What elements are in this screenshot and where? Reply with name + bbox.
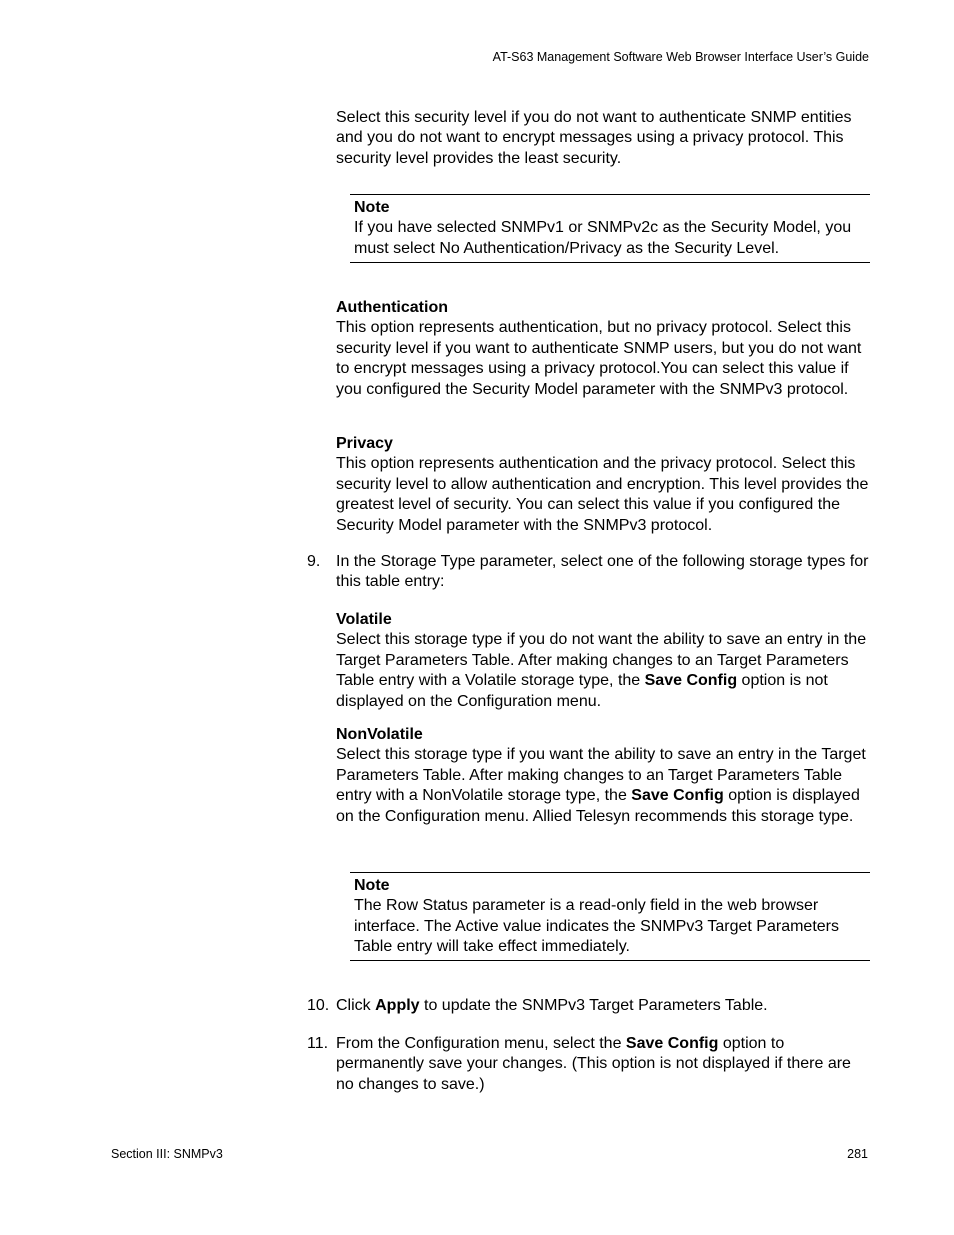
step-text: From the Configuration menu, select the (336, 1035, 626, 1052)
save-config-term: Save Config (625, 1035, 719, 1052)
volatile-heading: Volatile (336, 611, 392, 628)
note-text: If you have selected SNMPv1 or SNMPv2c as the Security Model, you must select No Authentication/Privacy as the Security Level. (354, 219, 852, 257)
note-box-2 (350, 872, 870, 961)
save-config-term: Save Config (631, 787, 724, 805)
note-box-1 (350, 194, 870, 263)
step-number: 9. (307, 553, 321, 570)
running-header: AT-S63 Management Software Web Browser Interface User’s Guide (492, 50, 869, 64)
volatile-section (336, 610, 870, 712)
step-9 (307, 552, 870, 593)
privacy-text: This option represents authentication and the privacy protocol. Select this security level to allow authentication and encryption. This level provides the greatest level of security. You can select this value if you configured the Security Model parameter with the SNMPv3 protocol. (336, 455, 869, 534)
step-text-end: to update the SNMPv3 Target Parameters Table. (419, 997, 768, 1014)
step-number: 10. (307, 997, 330, 1014)
note-title: Note (354, 877, 390, 894)
intro-paragraph: Select this security level if you do not want to authenticate SNMP entities and you do not want to encrypt messages using a privacy protocol. This security level provides the least security. (336, 109, 852, 167)
apply-term: Apply (375, 997, 420, 1014)
authentication-section (336, 298, 870, 400)
step-text: Click (336, 997, 376, 1014)
volatile-text: Select this storage type if you do not want the ability to save an entry in the Target Parameters Table. After making changes to an Target Parameters Table entry with a Volatile storage type, the (336, 631, 867, 690)
step-11 (307, 1034, 870, 1095)
save-config-term: Save Config (644, 672, 738, 690)
authentication-heading: Authentication (336, 299, 448, 316)
page-number: 281 (847, 1147, 868, 1161)
privacy-section (336, 434, 870, 536)
footer-section: Section III: SNMPv3 (111, 1147, 223, 1161)
privacy-heading: Privacy (336, 435, 393, 452)
step-number: 11. (307, 1035, 329, 1052)
note-title: Note (354, 199, 390, 216)
nonvolatile-section (336, 725, 870, 827)
step-text-end: option to permanently save your changes. (This option is not displayed if there are no changes to save.) (336, 1035, 851, 1093)
authentication-text: This option represents authentication, but no privacy protocol. Select this security level if you want to authenticate SNMP users, but you do not want to encrypt messages using a privacy protocol.You can select this value if you configured the Security Model parameter with the SNMPv3 protocol. (336, 319, 862, 398)
volatile-text-end: option is not displayed on the Configuration menu. (336, 672, 828, 710)
note-text: The Row Status parameter is a read-only field in the web browser interface. The Active value indicates the SNMPv3 Target Parameters Table entry will take effect immediately. (354, 897, 839, 956)
nonvolatile-text: Select this storage type if you want the ability to save an entry in the Target Parameters Table. After making changes to an Target Parameters Table entry with a NonVolatile storage type, the (336, 746, 866, 805)
nonvolatile-heading: NonVolatile (336, 726, 423, 743)
nonvolatile-text-end: option is displayed on the Configuration menu. Allied Telesyn recommends this storage type. (336, 787, 860, 825)
step-text: In the Storage Type parameter, select one of the following storage types for this table entry: (336, 553, 869, 591)
step-10 (307, 996, 870, 1016)
